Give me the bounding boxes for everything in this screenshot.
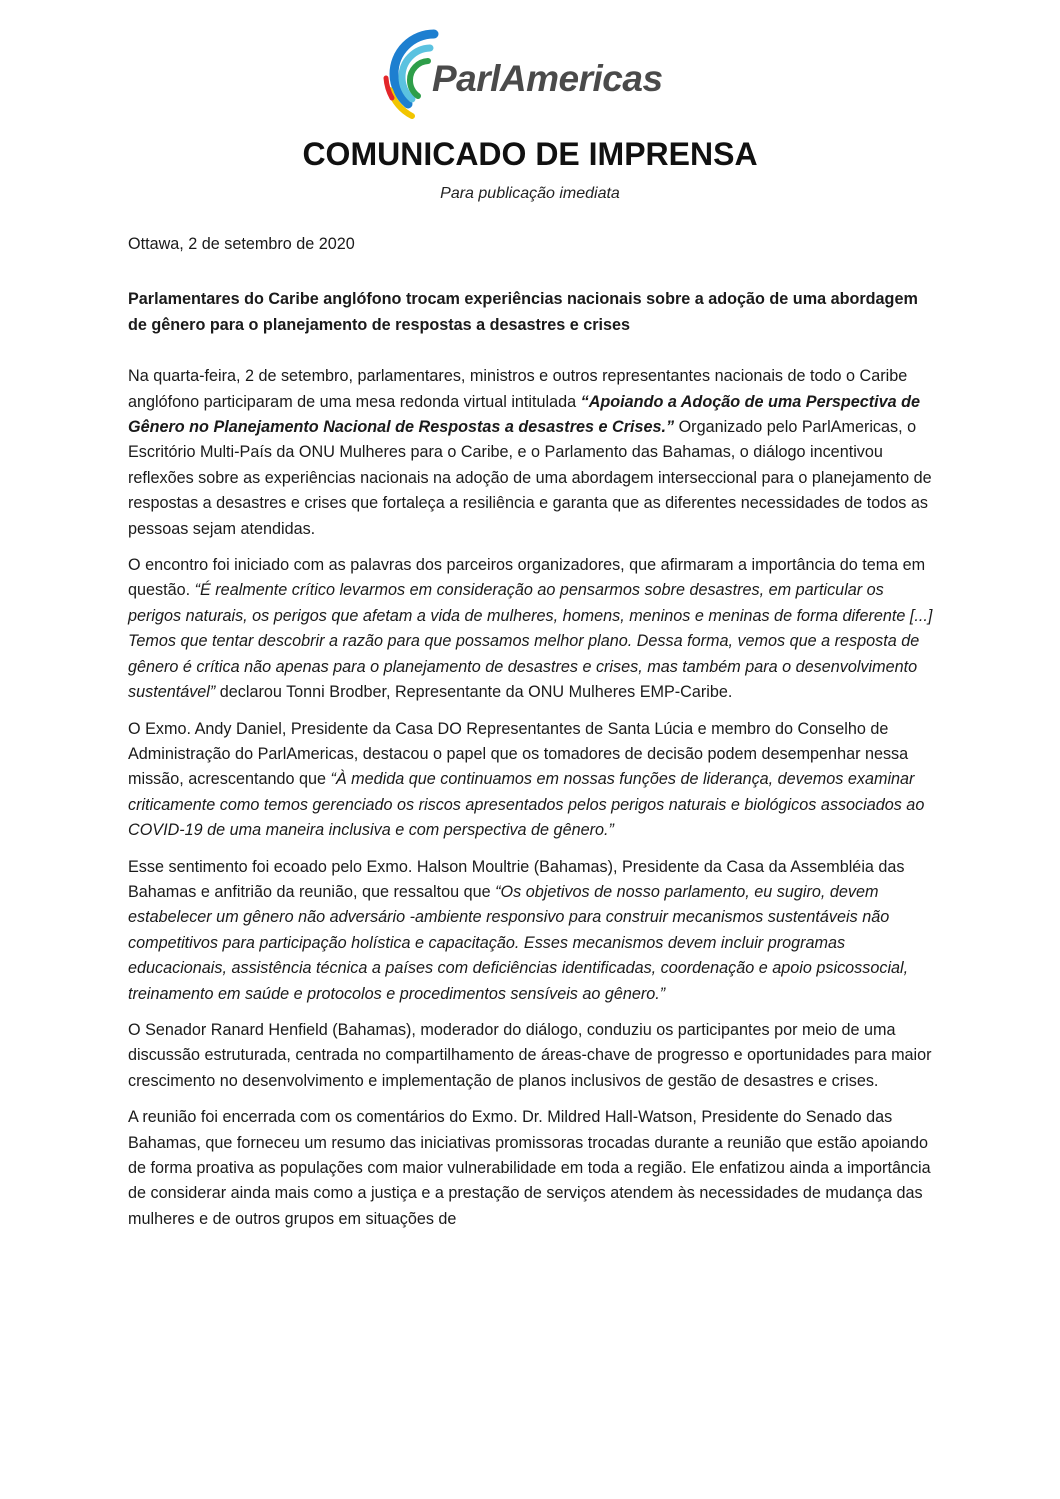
paragraph-2-text-c: declarou Tonni Brodber, Representante da ONU Mulheres EMP-Caribe.	[215, 683, 733, 702]
parlamericas-logo	[382, 28, 682, 120]
paragraph-3-quote: “À medida que continuamos em nossas funções de liderança, devemos examinar criticamente como temos gerenciado os riscos apresentados pelos perigos naturais e biológicos associados ao COVID-19 de uma maneira inclusiva e com perspectiva de gênero.”	[128, 770, 925, 840]
paragraph-2-text-a: O encontro foi iniciado com as palavras dos parceiros organizadores, que afirmaram a importância do tema em questão.	[128, 556, 926, 600]
paragraph-1-text-c: Organizado pelo ParlAmericas, o Escritório Multi-País da ONU Mulheres para o Caribe, e o Parlamento das Bahamas, o diálogo incentivou reflexões sobre as experiências nacionais na adoção de uma abordagem interseccional para o planejamento de respostas a desastres e crises que fortaleça a resiliência e garanta que as diferentes necessidades de todos as pessoas sejam atendidas.	[128, 418, 932, 538]
paragraph-1	[128, 364, 933, 542]
paragraph-1-event-title: “Apoiando a Adoção de uma Perspectiva de Gênero no Planejamento Nacional de Respostas a desastres e Crises.”	[128, 392, 921, 437]
paragraph-2-quote: “É realmente crítico levarmos em consideração ao pensarmos sobre desastres, em particular os perigos naturais, os perigos que afetam a vida de mulheres, homens, meninos e meninas de forma diferente [...] Temos que tentar descobrir a razão para que possamos melhor plano. Dessa forma, vemos que a resposta de gênero é crítica não apenas para o planejamento de desastres e crises, mas também para o desenvolvimento sustentável”	[128, 581, 933, 702]
page-subtitle: Para publicação imediata	[440, 185, 620, 202]
page-title: COMUNICADO DE IMPRENSA	[302, 136, 758, 172]
paragraph-4-quote: “Os objetivos de nosso parlamento, eu sugiro, devem estabelecer um gênero não adversário -ambiente responsivo para construir mecanismos sustentáveis não competitivos para participação holística e capacitação. Esses mecanismos devem incluir programas educacionais, assistência técnica a países com deficiências identificadas, coordenação e apoio psicossocial, treinamento em saúde e protocolos e procedimentos sensíveis ao gênero.”	[128, 882, 909, 1003]
dateline: Ottawa, 2 de setembro de 2020	[128, 235, 355, 253]
paragraph-4	[128, 855, 933, 1007]
press-release-body	[128, 232, 933, 1243]
paragraph-2	[128, 553, 933, 705]
paragraph-1-text-a: Na quarta-feira, 2 de setembro, parlamentares, ministros e outros representantes nacionais de todo o Caribe anglófono participaram de uma mesa redonda virtual intitulada	[128, 367, 908, 411]
paragraph-6: A reunião foi encerrada com os comentários do Exmo. Dr. Mildred Hall-Watson, Presidente do Senado das Bahamas, que forneceu um resumo das iniciativas promissoras trocadas durante a reunião que estão apoiando de forma proativa as populações com maior vulnerabilidade em toda a região. Ele enfatizou ainda a importância de considerar ainda mais como a justiça e a prestação de serviços atendem às necessidades de mudança das mulheres e de outros grupos em situações de	[128, 1108, 931, 1228]
paragraph-3-text-a: O Exmo. Andy Daniel, Presidente da Casa DO Representantes de Santa Lúcia e membro do Conselho de Administração do ParlAmericas, destacou o papel que os tomadores de decisão podem desempenhar nessa missão, acrescentando que	[128, 719, 909, 789]
paragraph-3	[128, 717, 933, 844]
logo-wordmark: ParlAmericas	[432, 58, 663, 99]
paragraph-4-text-a: Esse sentimento foi ecoado pelo Exmo. Halson Moultrie (Bahamas), Presidente da Casa da Assembléia das Bahamas e anfitrião da reunião, que ressaltou que	[128, 857, 905, 901]
headline: Parlamentares do Caribe anglófono trocam experiências nacionais sobre a adoção de uma abordagem de gênero para o planejamento de respostas a desastres e crises	[128, 290, 918, 334]
paragraph-5: O Senador Ranard Henfield (Bahamas), moderador do diálogo, conduziu os participantes por meio de uma discussão estruturada, centrada no compartilhamento de áreas-chave de progresso e oportunidades para maior crescimento no desenvolvimento e implementação de planos inclusivos de gestão de desastres e crises.	[128, 1020, 932, 1090]
